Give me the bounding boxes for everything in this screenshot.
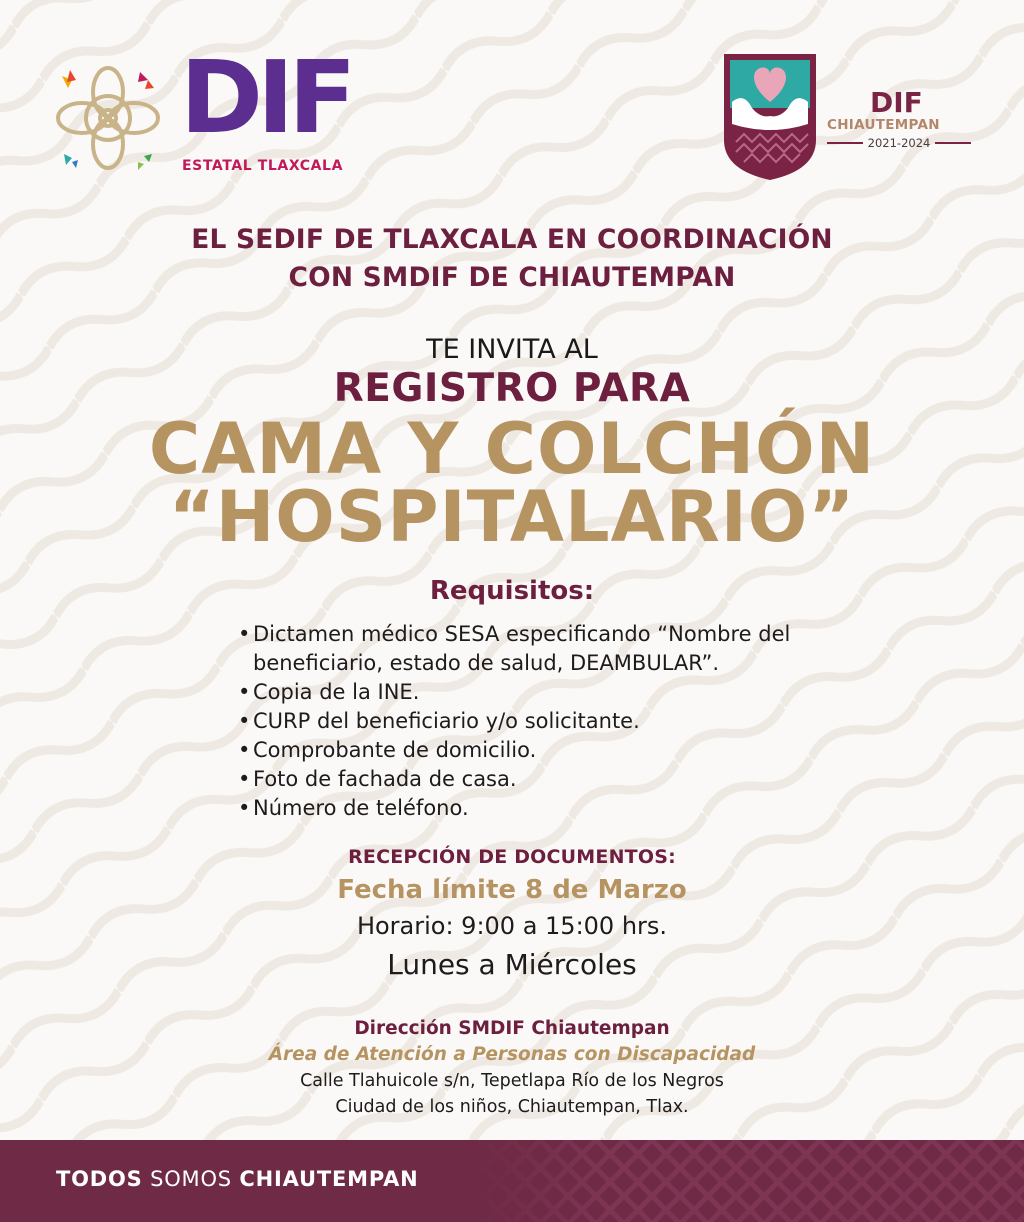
requirements-title: Requisitos: — [429, 576, 595, 606]
footer-weave-pattern — [470, 1140, 1024, 1222]
requirement-item: • CURP del beneficiario y/o solicitante. — [238, 707, 878, 736]
coordination-heading-line-1: EL SEDIF DE TLAXCALA EN COORDINACIÓN — [191, 224, 833, 255]
schedule-text: Horario: 9:00 a 15:00 hrs. — [356, 912, 668, 940]
registro-title: REGISTRO PARA — [333, 366, 691, 411]
requirements-list — [238, 620, 878, 823]
product-title-line-2: “HOSPITALARIO” — [168, 476, 856, 558]
product-title-line-1: CAMA Y COLCHÓN — [148, 408, 876, 490]
invite-text: TE INVITA AL — [426, 334, 598, 365]
footer-band — [0, 1140, 1024, 1222]
requirement-item: • Número de teléfono. — [238, 794, 878, 823]
footer-slogan — [56, 1167, 419, 1191]
flower-emblem-icon — [52, 62, 164, 174]
address-line-2: Ciudad de los niños, Chiautempan, Tlax. — [335, 1097, 689, 1117]
requirement-item: • Comprobante de domicilio. — [238, 736, 878, 765]
address-line-1: Calle Tlahuicole s/n, Tepetlapa Río de los Negros — [300, 1071, 724, 1091]
heart-hands-shield-icon — [722, 52, 818, 182]
area-title: Área de Atención a Personas con Discapacidad — [268, 1044, 756, 1065]
requirement-item: • Foto de fachada de casa. — [238, 765, 878, 794]
chiautempan-dif-wordmark: DIF — [870, 86, 923, 119]
slogan-word-somos: SOMOS — [150, 1167, 232, 1191]
requirement-item: • Copia de la INE. — [238, 678, 878, 707]
dif-chiautempan-logo — [722, 52, 982, 184]
dif-estatal-logo — [52, 39, 372, 180]
slogan-word-chiautempan: CHIAUTEMPAN — [239, 1167, 419, 1191]
requirement-item: • Dictamen médico SESA especificando “Nombre del beneficiario, estado de salud, DEAMBULAR”. — [238, 620, 878, 678]
reception-title: RECEPCIÓN DE DOCUMENTOS: — [348, 846, 676, 868]
divider-line — [935, 142, 971, 144]
chiautempan-name: CHIAUTEMPAN — [827, 117, 940, 133]
direction-title: Dirección SMDIF Chiautempan — [354, 1018, 670, 1039]
deadline-text: Fecha límite 8 de Marzo — [337, 875, 687, 905]
divider-line — [827, 142, 863, 144]
dif-wordmark: DIF — [180, 39, 351, 156]
coordination-heading-line-2: CON SMDIF DE CHIAUTEMPAN — [288, 262, 736, 293]
dif-estatal-subtitle: ESTATAL TLAXCALA — [182, 158, 344, 174]
slogan-word-todos: TODOS — [56, 1167, 143, 1191]
administration-period: 2021-2024 — [867, 136, 931, 150]
days-text: Lunes a Miércoles — [387, 948, 637, 981]
chiautempan-period-row — [827, 136, 971, 150]
